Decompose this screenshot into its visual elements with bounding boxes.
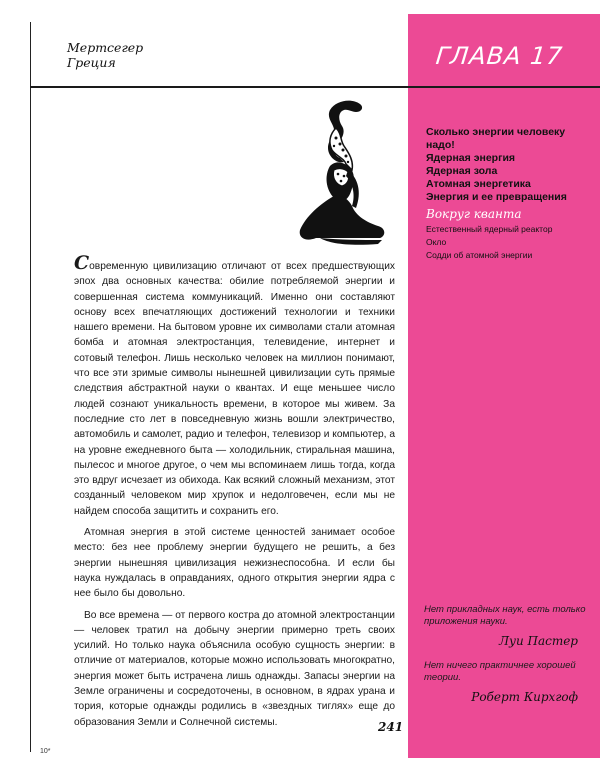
quote-author: Луи Пастер: [498, 634, 578, 648]
toc-section-heading: Вокруг кванта: [426, 207, 522, 221]
deity-caption: [67, 40, 143, 70]
toc-item: Энергия и ее превращения: [426, 191, 567, 203]
quote-text: Нет прикладных наук, есть только приложения науки.: [424, 604, 586, 627]
main-text: [74, 252, 395, 736]
goddess-illustration: [290, 98, 390, 256]
toc-subitem: Окло: [426, 237, 447, 247]
page-number: 241: [378, 720, 404, 734]
paragraph: [74, 252, 395, 519]
toc-item: Сколько энергии человеку надо!: [426, 126, 566, 151]
deity-name: Мертсегер: [67, 40, 144, 55]
paragraph-text: овременную цивилизацию отличают от всех предшествующих эпох два основных качества: обилие потребляемой энергии и совершенная система коммуникаций. Именно они составляют основу всех впечатляющих достижений технологии и техники нашего времени. На бытовом уровне их символами стали атомная бомба и атомная электростанция, телевидение, интернет и сотовый телефон. Лишь несколько человек на миллион понимают, что все эти зримые символы нынешней цивилизации суть прямые следствия абстрактной науки о квантах. И еще меньшее число людей сознают уникальность времени, в которое мы живем. За последние сто лет в повседневную жизнь вошли электричество, автомобиль и самолет, радио и телефон, телевизор и компьютер, а на уровне ежедневного быта — холодильник, стиральная машина, пылесос и многое другое, о чем мы вспоминаем лишь тогда, когда это вдруг исчезает из обихода. Как всякий сложный механизм, этот созданный человеком мир хрупок и недолговечен, если мы не найдем способа защитить и сохранить его.: [74, 261, 395, 517]
drop-cap: С: [74, 252, 90, 274]
deity-country: Греция: [67, 55, 116, 70]
toc-item: Ядерная зола: [426, 165, 498, 177]
chapter-title: ГЛАВА 17: [434, 42, 565, 70]
toc-subitem: Естественный ядерный реактор: [426, 224, 553, 234]
quote-pasteur: [424, 604, 594, 648]
header-rule: [30, 86, 408, 88]
chapter-contents: [426, 126, 596, 262]
chapter-rule: [408, 86, 600, 88]
toc-item: Атомная энергетика: [426, 178, 531, 190]
toc-item: Ядерная энергия: [426, 152, 516, 164]
quote-author: Роберт Кирхгоф: [471, 690, 578, 704]
paragraph: Атомная энергия в этой системе ценностей занимает особое место: без нее проблему энергии будущего не решить, а без энергии нынешняя цивилизация нежизнеспособна. И если бы наука нуждалась в оправданиях, одного открытия энергии ядра с нее было бы довольно.: [74, 527, 395, 600]
signature-mark: 10*: [40, 748, 51, 755]
quote-kirchhoff: [424, 660, 594, 704]
left-margin-line: [30, 22, 31, 752]
quote-text: Нет ничего практичнее хорошей теории.: [424, 660, 576, 683]
paragraph: Во все времена — от первого костра до атомной электростанции — человек тратил на добычу энергии примерно треть своих усилий. Но только наука объяснила особую сущность энергии: в отличие от материалов, которые можно использовать многократно, энергия может быть истрачена лишь однажды. Запасы энергии на Земле ограничены и сосредоточены, в основном, в ядрах урана и тория, которые однажды родились в «звездных тиглях» еще до образования Земли и Солнечной системы.: [74, 609, 395, 728]
toc-subitem: Содди об атомной энергии: [426, 250, 533, 260]
